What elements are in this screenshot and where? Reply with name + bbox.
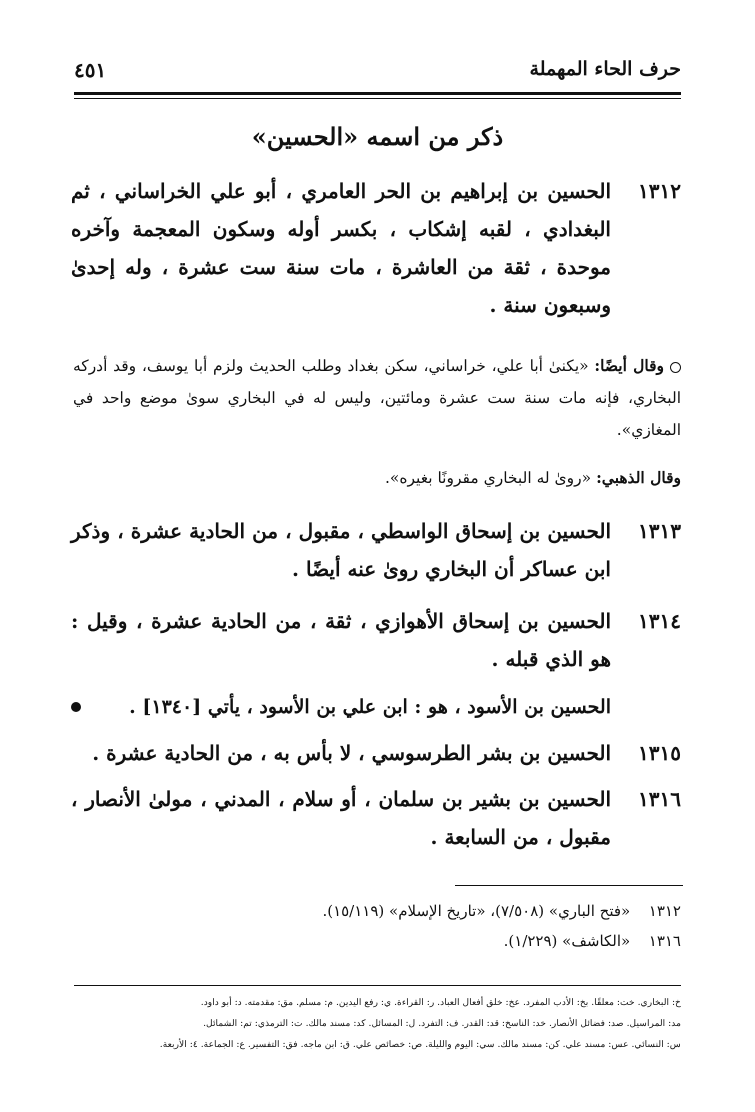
entry-text: الحسين بن بشير بن سلمان ، أو سلام ، المدني ، مولىٰ الأنصار ، مقبول ، من السابعة .: [71, 787, 611, 849]
footnote-text: «الكاشف» (١/٢٢٩).: [503, 932, 631, 950]
abbreviations-line: خ: البخاري. خت: معلقًا. بخ: الأدب المفرد. عخ: خلق أفعال العباد. ر: القراءة. ي: رفع اليدين. م: مسلم. مق: مقدمته. د: أبو داود.: [200, 997, 681, 1008]
note-label: وقال الذهبي:: [596, 468, 681, 487]
entry-text: الحسين بن الأسود ، هو : ابن علي بن الأسود ، يأتي [١٣٤٠] .: [129, 696, 611, 718]
entry-text: الحسين بن بشر الطرسوسي ، لا بأس به ، من الحادية عشرة .: [92, 741, 611, 765]
entry-1316: [71, 780, 681, 856]
bullet-icon: [71, 702, 81, 712]
page-number: ٤٥١: [74, 58, 107, 82]
entry-text: الحسين بن إسحاق الواسطي ، مقبول ، من الحادية عشرة ، وذكر ابن عساكر أن البخاري روىٰ عنه أيضًا .: [71, 519, 611, 581]
footnote-number: ١٣١٦: [648, 932, 681, 950]
circle-marker-icon: [670, 362, 681, 373]
page-header: [74, 58, 681, 88]
abbreviations-line: س: النسائي. عس: مسند علي. كن: مسند مالك. سي: اليوم والليلة. ص: خصائص علي. ق: ابن ماجه. فق: التفسير. ع: الجماعة. ٤: الأربعة.: [159, 1039, 681, 1050]
note-text: «روىٰ له البخاري مقرونًا بغيره».: [384, 469, 592, 487]
header-rule-thick: [74, 92, 681, 95]
entry-1314: [71, 602, 681, 678]
section-title: ذكر من اسمه «الحسين»: [251, 122, 504, 151]
footnote: [73, 928, 681, 954]
running-title: حرف الحاء المهملة: [529, 58, 681, 80]
entry-text: الحسين بن إسحاق الأهوازي ، ثقة ، من الحادية عشرة ، وقيل : هو الذي قبله .: [71, 609, 611, 671]
entry-number: ١٣١٢: [638, 179, 681, 203]
abbreviations-line: مد: المراسيل. صد: فضائل الأنصار. خد: الناسخ: قد: القدر. ف: التفرد. ل: المسائل. كد: مسند مالك. ت: الترمذي: تم: الشمائل.: [203, 1018, 681, 1029]
header-rule-thin: [74, 98, 681, 99]
note-text: «يكنىٰ أبا علي، خراساني، سكن بغداد وطلب الحديث ولزم أبا يوسف، وقد أدركه البخاري، فإنه مات سنة ست عشرة ومائتين، وليس له في البخاري سوىٰ موضع واحد في المغازي».: [73, 357, 681, 439]
note-dhahabi: [73, 462, 681, 494]
entry-number: ١٣١٤: [638, 609, 681, 633]
note-also-said: [73, 350, 681, 446]
entry-number: ١٣١٣: [638, 519, 681, 543]
footnote: [73, 898, 681, 924]
footnote-separator: [455, 885, 683, 886]
entry-1312: [71, 172, 681, 324]
entry-1313: [71, 512, 681, 588]
entry-1315: [71, 734, 681, 772]
abbreviations-rule: [74, 985, 681, 986]
note-label: وقال أيضًا:: [594, 356, 665, 375]
abbreviations-key: [74, 992, 681, 1055]
entry-text: الحسين بن إبراهيم بن الحر العامري ، أبو علي الخراساني ، ثم البغدادي ، لقبه إشكاب ، بكسر أوله وسكون المعجمة وآخره موحدة ، ثقة من العاشرة ، مات سنة ست عشرة ، وله إحدىٰ وسبعون سنة .: [71, 179, 611, 317]
footnote-text: «فتح الباري» (٧/٥٠٨)، «تاريخ الإسلام» (١٥/١١٩).: [322, 902, 631, 920]
entry-number: ١٣١٥: [638, 741, 681, 765]
footnote-number: ١٣١٢: [648, 902, 681, 920]
cross-reference-entry: [71, 690, 681, 724]
entry-number: ١٣١٦: [638, 787, 681, 811]
